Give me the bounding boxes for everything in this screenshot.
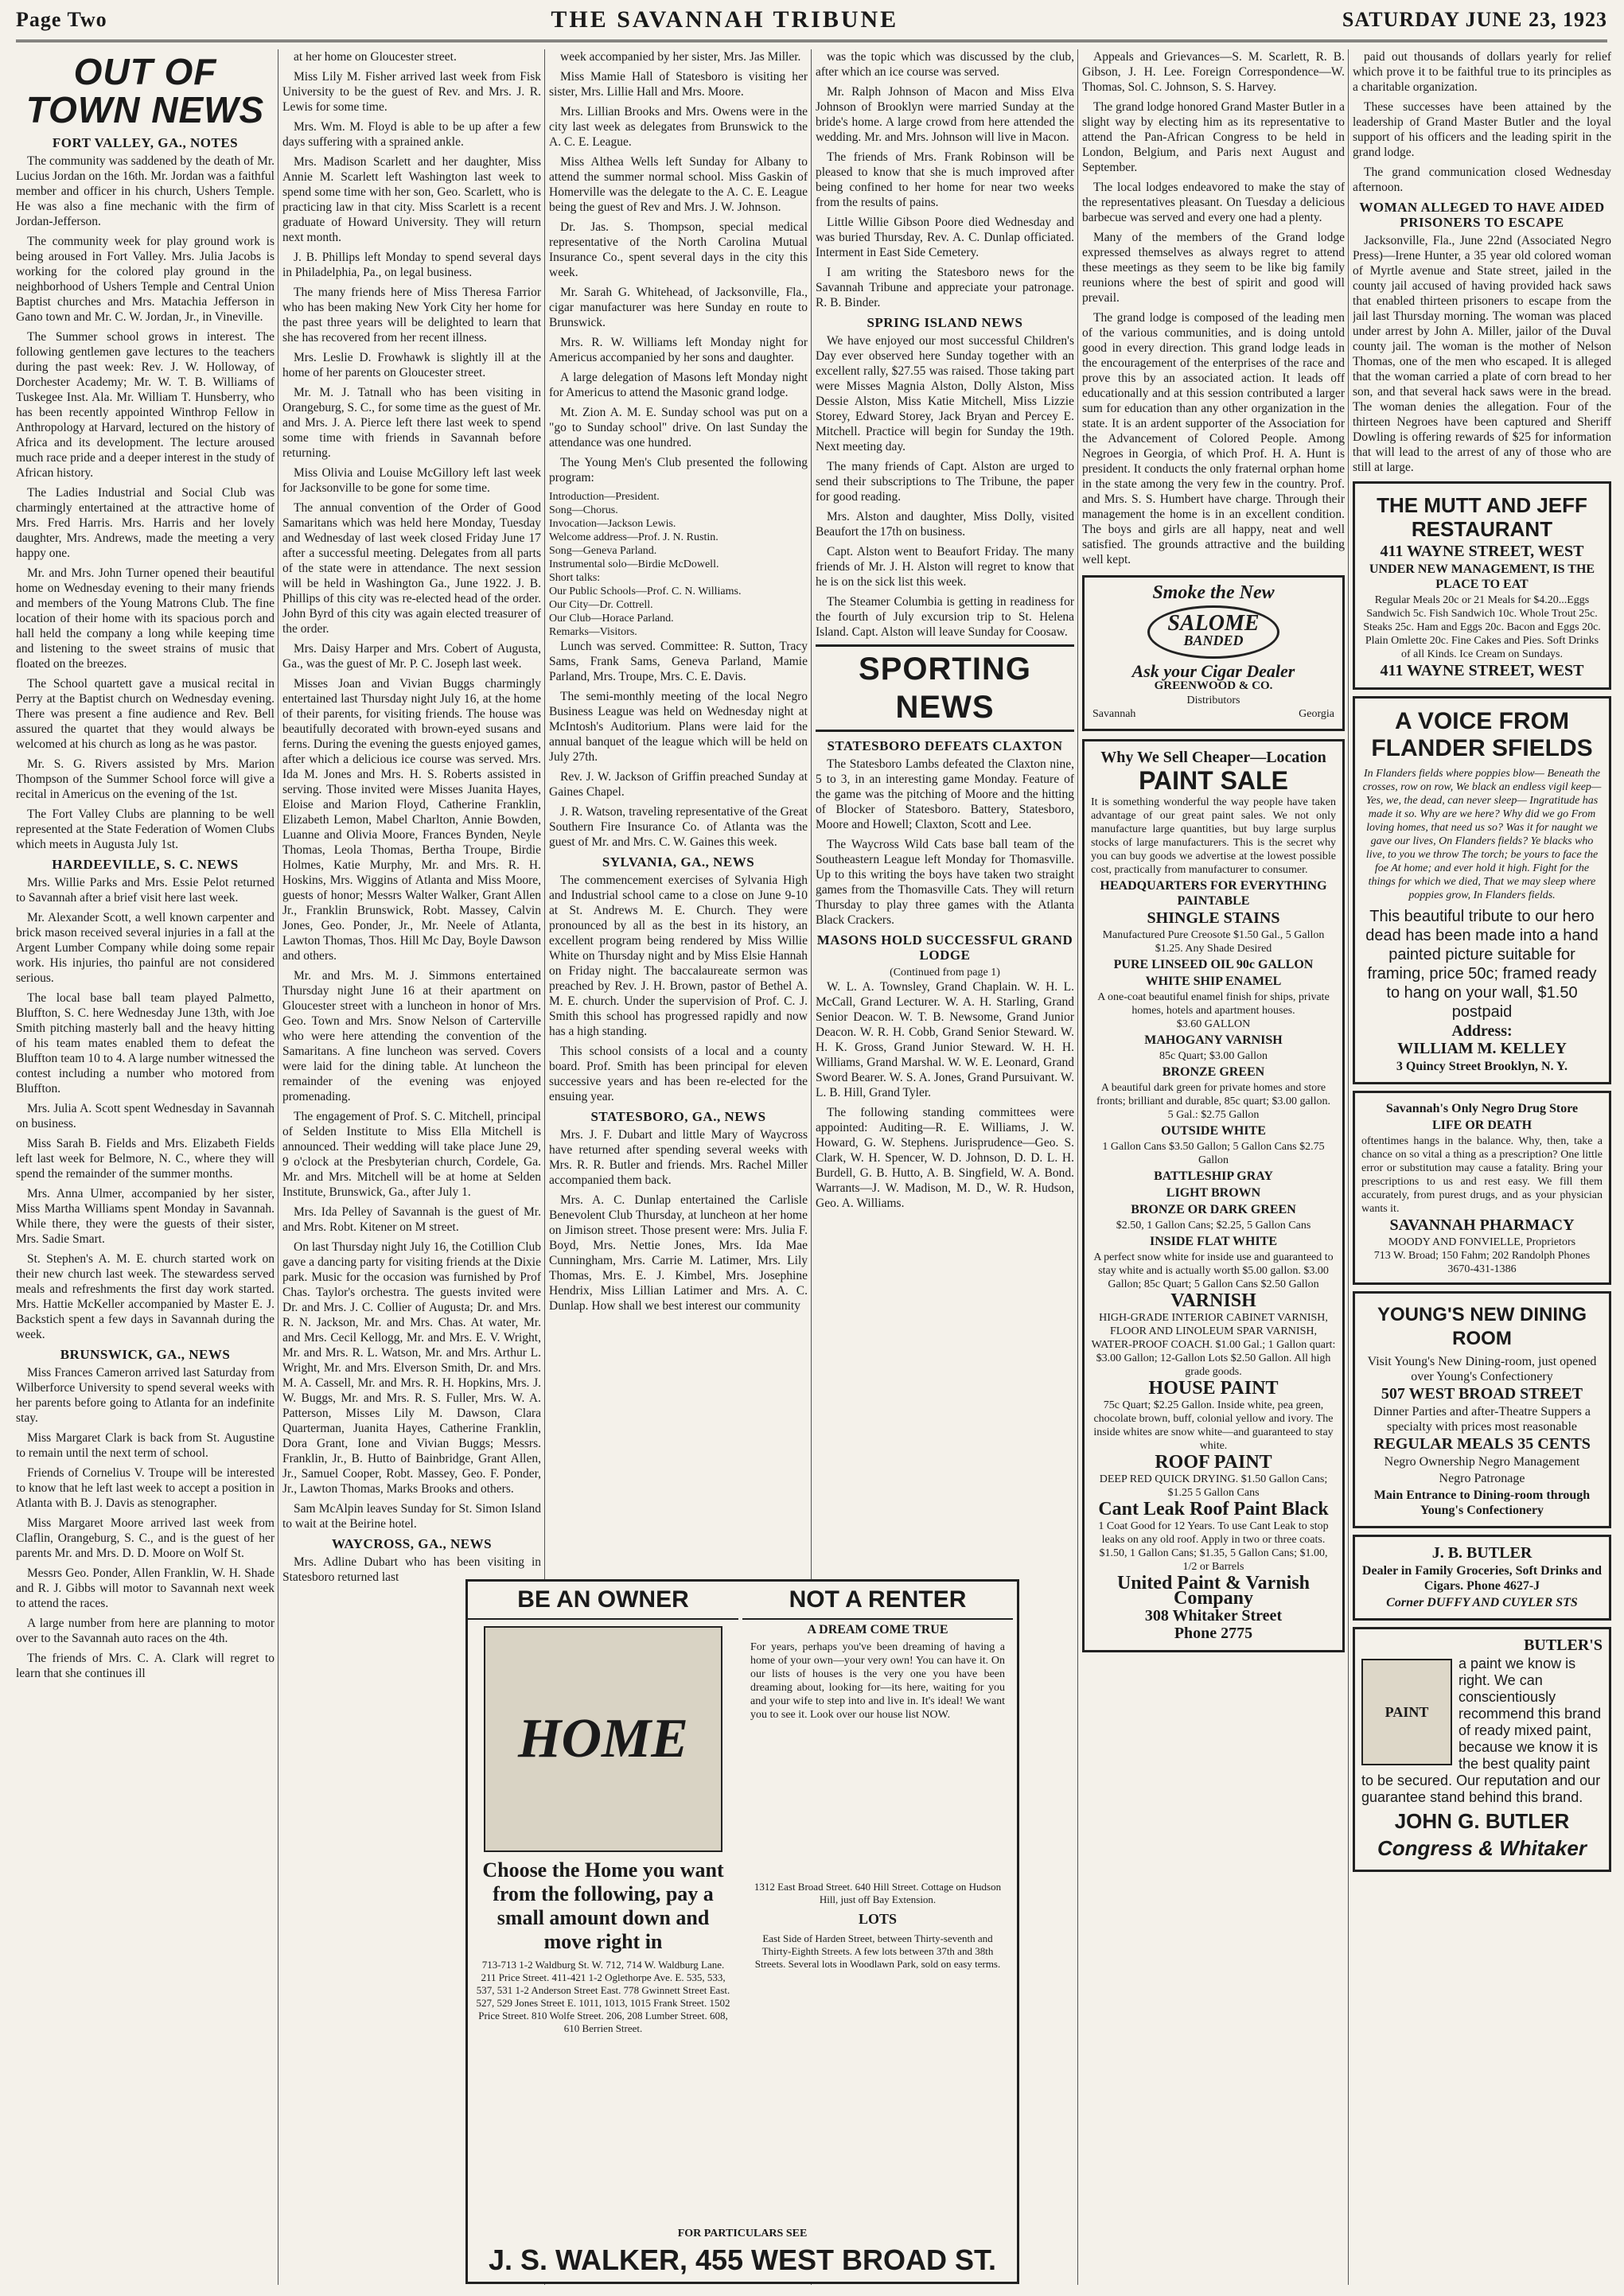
- butlers-body: a paint we know is right. We can conscientiously recommend this brand of ready mixed paint, because we know it is the best quality paint to be secured. Our reputation and our guarantee stand behind this brand.: [1361, 1656, 1602, 1805]
- program-item: Our Public Schools—Prof. C. N. Williams.: [549, 586, 742, 597]
- program-item: Instrumental solo—Birdie McDowell.: [549, 558, 719, 570]
- column-4: [816, 49, 1074, 1573]
- paint-varnish: VARNISH: [1170, 1290, 1256, 1311]
- cigar-brand-band: [1147, 605, 1279, 659]
- program-item: Welcome address—Prof. J. N. Rustin.: [549, 531, 719, 543]
- article-paragraph: The grand lodge is composed of the leading men of the various communities, and is doing untold good in every direction. This grand lodge leads in the encouragement of the enterprises of the race and prove this by an associated action. It leads off educationally and at this session contributed a larger sum for education than any other organization in the state. It is an ardent supporter of the Association for the Advancement of Colored People. Among Negroes in Georgia, of which Prof. H. A. Hunt is president. It conducts the only fraternal orphan home in the state among the very few in the country. Prof. and Mrs. S. S. Humbert have charge. Through their management the home is in an excellent condition. The boys and girls are all happy, neat and well satisfied. The grounds attractive and the building well kept.: [1082, 311, 1345, 566]
- cigar-distributor: GREENWOOD & CO.: [1154, 679, 1273, 692]
- paint-white: WHITE SHIP ENAMEL: [1145, 975, 1282, 988]
- article-paragraph: St. Stephen's A. M. E. church started work on their new church last week. The stewardess served meals and refreshments the first day work started. Mrs. Hattie McKeller accompanied by Master E. J. Backstich spent a few days in Savannah during the week.: [16, 1252, 275, 1341]
- paint-white-price: $3.60 GALLON: [1176, 1018, 1251, 1030]
- home-ad-right: [742, 1582, 1013, 2282]
- paint-mahogany-sub: 85c Quart; $3.00 Gallon: [1159, 1050, 1268, 1062]
- article-paragraph: Mrs. Ida Pelley of Savannah is the guest of Mr. and Mrs. Robt. Kitener on M street.: [282, 1205, 541, 1234]
- cigar-banded: BANDED: [1183, 632, 1244, 648]
- article-paragraph: The grand communication closed Wednesday afternoon.: [1353, 165, 1611, 194]
- article-paragraph: Rev. J. W. Jackson of Griffin preached Sunday at Gaines Chapel.: [549, 770, 808, 799]
- paint-cantleak: Cant Leak Roof Paint Black: [1098, 1499, 1329, 1520]
- paint-lightbrown: LIGHT BROWN: [1166, 1186, 1261, 1200]
- article-paragraph: Mr. Alexander Scott, a well known carpenter and brick mason received several injuries in a fall at the Argent Lumber Company while doing some repair work. His injuries, tho painful are not considered serious.: [16, 911, 275, 985]
- headline-statesboro: STATESBORO, GA., NEWS: [590, 1109, 766, 1124]
- cigar-state: Georgia: [1299, 708, 1334, 720]
- flanders-fields-advertisement: [1353, 696, 1611, 1084]
- butler-name: J. B. BUTLER: [1431, 1544, 1532, 1562]
- article-paragraph: The friends of Mrs. C. A. Clark will regret to learn that she continues ill: [16, 1652, 275, 1680]
- article-paragraph: Mrs. Willie Parks and Mrs. Essie Pelot returned to Savannah after a brief visit here last week.: [16, 876, 275, 905]
- youngs-line-1: Visit Young's New Dining-room, just opened over Young's Confectionery: [1367, 1355, 1597, 1383]
- mutt-under: UNDER NEW MANAGEMENT, IS THE PLACE TO EAT: [1369, 562, 1595, 591]
- paint-inside: INSIDE FLAT WHITE: [1149, 1235, 1278, 1248]
- article-paragraph: Mrs. Daisy Harper and Mrs. Cobert of Augusta, Ga., was the guest of Mr. P. C. Joseph last week.: [282, 642, 541, 671]
- article-paragraph: Mrs. Anna Ulmer, accompanied by her sister, Miss Martha Williams spent Monday in Savannah. While there, they were the guests of their sister, Mrs. Sadie Smart.: [16, 1187, 275, 1246]
- paint-cantleak-sub: 1 Coat Good for 12 Years. To use Cant Leak to stop leaks on any old roof. Apply in two or three coats. $1.50, 1 Gallon Cans; $1.35, 5 Gallon Cans; $1.00, 1/2 or Barrels: [1098, 1520, 1329, 1573]
- paint-body: It is something wonderful the way people have taken advantage of our great paint sales. We not only manufacture large quantities, but buy large surplus stocks of large manufacturers. This is the secret why you can buy goods we advertise at the lowest possible cost, practically from manufacturer to consumer.: [1091, 796, 1336, 876]
- paint-bronze-price: 5 Gal.: $2.75 Gallon: [1167, 1109, 1260, 1121]
- youngs-line-5: Negro Ownership Negro Management: [1384, 1455, 1580, 1469]
- drug-props: MOODY AND FONVIELLE, Proprietors: [1388, 1236, 1576, 1248]
- newspaper-title: THE SAVANNAH TRIBUNE: [551, 6, 899, 33]
- article-paragraph: Miss Margaret Clark is back from St. Augustine to remain until the next term of school.: [16, 1431, 275, 1460]
- page-number: Page Two: [16, 8, 107, 31]
- paint-white-sub: A one-coat beautiful enamel finish for ships, private homes, hotels and apartment houses.: [1097, 991, 1330, 1017]
- article-paragraph: Miss Lily M. Fisher arrived last week from Fisk University to be the guest of Rev. and Mrs. J. R. Lewis for some time.: [282, 70, 541, 114]
- paint-can-illustration: [1361, 1659, 1452, 1765]
- home-ad-dream-body: For years, perhaps you've been dreaming of having a home of your own—your very own! You can have it. On our lists of houses is the very one you have been dreaming about, looking for—its here, waiting for you and your wife to step into and live in. It's ideal! We want you to see it. Look over our house list NOW.: [750, 1641, 1005, 1721]
- article-paragraph: Mr. Sarah G. Whitehead, of Jacksonville, Fla., cigar manufacturer was here Sunday en route to Brunswick.: [549, 286, 808, 329]
- home-ad-address-list-right: 1312 East Broad Street. 640 Hill Street. Cottage on Hudson Hill, just off Bay Extension.: [754, 1881, 1002, 1905]
- article-paragraph: Jacksonville, Fla., June 22nd (Associated Negro Press)—Irene Hunter, a 35 year old colored woman of Myrtle avenue and State street, jailed in the county jail accused of having provided hack saws that enabled thirteen prisoners to escape from the jail last Thursday morning. The woman was placed under arrest by John A. Miller, jailor of the Duval county jail. The woman is the mother of Nelson Thomas, one of the men who escaped. It is alleged that the woman carried a plate of corn bread to her son, and that several hack saws were in the bread. The woman denies the allegation. Four of the thirteen Negroes have been captured and Sheriff Dowling is offering rewards of $25 for information that will lead to the arrest of any of those who are still at large.: [1353, 234, 1611, 474]
- article-paragraph: Sam McAlpin leaves Sunday for St. Simon Island to wait at the Beirine hotel.: [282, 1502, 541, 1531]
- article-paragraph: Miss Sarah B. Fields and Mrs. Elizabeth Fields left last week for Belmore, N. C., where they will spend the remainder of the summer months.: [16, 1137, 275, 1181]
- youngs-line-7: Main Entrance to Dining-room through Young's Confectionery: [1373, 1489, 1591, 1517]
- youngs-line-4: REGULAR MEALS 35 CENTS: [1373, 1435, 1591, 1453]
- article-paragraph: paid out thousands of dollars yearly for relief which prove it to be faithful true to its principles as a charitable organization.: [1353, 50, 1611, 94]
- home-ad-dream: A DREAM COME TRUE: [807, 1623, 948, 1636]
- masthead: [16, 0, 1607, 42]
- home-ad-agent: J. S. WALKER, 455 WEST BROAD ST.: [488, 2243, 997, 2276]
- home-illustration: [484, 1626, 722, 1852]
- mutt-title: THE MUTT AND JEFF RESTAURANT: [1377, 493, 1587, 541]
- article-paragraph: Miss Frances Cameron arrived last Saturday from Wilberforce University to spend several weeks with her parents before going to Atlanta for an indefinite stay.: [16, 1366, 275, 1425]
- article-paragraph: W. L. A. Townsley, Grand Chaplain. W. H. L. McCall, Grand Lecturer. W. A. H. Starling, Grand Senior Deacon. W. T. B. Newsome, Grand Junior Deacon. W. R. H. Cobb, Grand Senior Steward. W. H. K. Gross, Grand Junior Steward. W. H. H. Williams, Grand Marshal. W. W. E. Leonard, Grand Sword Bearer. W. S. A. Jones, Grand Pursuivant. W. L. B. Hill, Grand Tyler.: [816, 980, 1074, 1099]
- paint-outside: OUTSIDE WHITE: [1161, 1124, 1266, 1138]
- paint-varnish-sub: HIGH-GRADE INTERIOR CABINET VARNISH, FLOOR AND LINOLEUM SPAR VARNISH, WATER-PROOF COACH. $1.00 Gal.; 1 Gallon quart: $3.00 Gallon; 12-Gallon Lots $2.50 Gallon. All high grade goods.: [1091, 1312, 1336, 1378]
- article-paragraph: Dr. Jas. S. Thompson, special medical representative of the North Carolina Mutual Insurance Co., spent several days in the city this week.: [549, 220, 808, 279]
- paint-company: United Paint & Varnish Company: [1116, 1573, 1310, 1609]
- issue-date: SATURDAY JUNE 23, 1923: [1342, 8, 1607, 31]
- article-paragraph: Miss Mamie Hall of Statesboro is visiting her sister, Mrs. Lillie Hall and Mrs. Moore.: [549, 70, 808, 99]
- drug-name: SAVANNAH PHARMACY: [1389, 1216, 1575, 1234]
- home-ad-particulars: FOR PARTICULARS SEE: [677, 2228, 808, 2240]
- article-paragraph: Mrs. A. C. Dunlap entertained the Carlisle Benevolent Club Thursday, at luncheon at her home on Jimison street. Those present were: Mrs. Julia F. Boyd, Mrs. Nettie Jones, Mrs. Ida Mae Cunningham, Mrs. Carrie M. Latimer, Mrs. Lily Thomas, Mrs. E. J. Kimbel, Mrs. Josephine Hendrix, Miss Lillian Latimer and Mrs. A. C. Dunlap. How shall we best interest our community: [549, 1193, 808, 1313]
- paint-bronze: BRONZE GREEN: [1162, 1065, 1265, 1079]
- continued-note: (Continued from page 1): [890, 967, 1000, 979]
- paint-can-label: PAINT: [1384, 1703, 1429, 1720]
- article-paragraph: Mrs. Leslie D. Frowhawk is slightly ill at the home of her parents on Gloucester street.: [282, 351, 541, 379]
- article-paragraph: The many friends here of Miss Theresa Farrior who has been making New York City her home for the past three years will be delighted to learn that she has recovered from her recent illness.: [282, 286, 541, 344]
- program-list: [549, 490, 808, 639]
- article-paragraph: On last Thursday night July 16, the Cotillion Club gave a dancing party for visiting friends at the Dixie park. Music for the occasion was furnished by Prof Chas. Taylor's orchestra. The guests invited were Dr. and Mrs. J. C. Collier of Augusta; Dr. and Mrs. R. N. Jackson, Mr. and Mrs. Chas. At water, Mr. and Mrs. Cecil Kellogg, Mr. and Mrs. E. V. Wright, Mr. and Mrs. R. L. Watson, Mr. and Mrs. Arthur L. Wright, Mr. and Mrs. Elverson Smith, Dr. and Mrs. M. A. Cassell, Mr. and Mrs. R. H. Hopkins, Mrs. J. W. Buggs, Mr. and Mrs. R. S. Fuller, Mrs. W. A. Patterson, Misses Lily M. Dawson, Clara Quarterman, Juanita Hayes, Catherine Franklin, Dora Grant, Ione and Vivian Buggs; Messrs. Franklin, Jr., B. Hutto of Bainbridge, Grant Allen, Jr., Samuel Cooper, Robt. Massey, Geo. F. Ponder, Jr., Lawton Thomas, Marks Brooks and others.: [282, 1240, 541, 1496]
- butler-line-2: Corner DUFFY AND CUYLER STS: [1386, 1596, 1578, 1609]
- article-paragraph: A large delegation of Masons left Monday night for Americus to attend the Masonic grand lodge.: [549, 371, 808, 399]
- column-6: [1353, 49, 1611, 2285]
- cigar-brand: SALOME: [1167, 611, 1260, 636]
- article-paragraph: The community week for play ground work is being aroused in Fort Valley. Mrs. Julia Jacobs is working for the colored play ground in the neighborhood of Ushers Temple and Central Union Baptist churches and Mrs. Matachia Jefferson in Gano town and Mr. C. W. Jordan, Jr., in Vineville.: [16, 235, 275, 324]
- article-paragraph: The engagement of Prof. S. C. Mitchell, principal of Selden Institute to Miss Ella Mitchell is announced. Their wedding will take place June 29, 9 o'clock at the Presbyterian church, Cordele, Ga. Mr. and Mrs. Mitchell will be at home at Selden Institute, Brunswick, Ga., after July 1.: [282, 1110, 541, 1199]
- article-paragraph: The many friends of Capt. Alston are urged to send their subscriptions to The Tribune, the paper for good reading.: [816, 460, 1074, 504]
- paint-battleship: BATTLESHIP GRAY: [1154, 1169, 1273, 1183]
- paint-outside-sub: 1 Gallon Cans $3.50 Gallon; 5 Gallon Cans $2.75 Gallon: [1102, 1141, 1325, 1166]
- article-paragraph: This school consists of a local and a county board. Prof. Smith has been principal for eleven successive years and has been re-elected for the ensuing year.: [549, 1045, 808, 1103]
- paint-inside-sub: A perfect snow white for inside use and guaranteed to stay white and is actually worth $5.00 gallon. $3.00 Gallon; 85c Quart; 5 Gallon Cans $2.50 Gallon: [1093, 1251, 1334, 1290]
- article-paragraph: Lunch was served. Committee: R. Sutton, Tracy Sams, Frank Sams, Geneva Parland, Mamie Parland, Mrs. Troupe, Mrs. C. E. Davis.: [549, 640, 808, 683]
- article-paragraph: Appeals and Grievances—S. M. Scarlett, R. B. Gibson, J. H. Lee. Foreign Correspondence—W. Thomas, Sol. C. Johnson, S. S. Harvey.: [1082, 50, 1345, 94]
- home-ad-headline-left: BE AN OWNER: [468, 1582, 738, 1620]
- youngs-line-2: 507 WEST BROAD STREET: [1381, 1385, 1583, 1403]
- article-paragraph: The commencement exercises of Sylvania High and Industrial school came to a close on June 9-10 at St. Andrews M. E. Church. They were pronounced by all as the best in its history, an excellent program being rendered by Miss Willie White on Thursday night and by Miss Elsie Hannah on Friday night. The baccalaureate sermon was preached by Rev. J. H. Brown, pastor of Bethel A. M. E. church. Under the supervision of Prof. C. J. Smith this school has progressed rapidly and now has a high standing.: [549, 874, 808, 1038]
- article-paragraph: Miss Olivia and Louise McGillory left last week for Jacksonville to be gone for some time.: [282, 466, 541, 495]
- cigar-location: [1092, 707, 1334, 721]
- drug-addr: 713 W. Broad; 150 Fahm; 202 Randolph Phones 3670-431-1386: [1373, 1250, 1591, 1275]
- column-rule: [1077, 49, 1078, 2285]
- cigar-smoke: Smoke the New: [1152, 582, 1275, 603]
- article-paragraph: The School quartett gave a musical recital in Perry at the Baptist church on Wednesday evening. There was present a fine audience and Rev. Bell assured the quartet that they would always be welcomed at his church as long as he was pastor.: [16, 677, 275, 751]
- home-ad-lots-body: East Side of Harden Street, between Thirty-seventh and Thirty-Eighth Streets. A few lots between 37th and 38th Streets. Several lots in Woodlawn Park, sold on easy terms.: [754, 1932, 1001, 1970]
- jb-butler-advertisement: [1353, 1535, 1611, 1621]
- article-paragraph: The following standing committees were appointed: Auditing—R. E. Williams, J. W. Howard, G. W. Stephens. Jurisprudence—Geo. S. Clark, W. H. Spencer, W. D. Johnson, D. D. L. H. Burdell, G. B. Hutto, A. B. Singfield, W. A. Bond. Warrants—J. W. Madison, M. D., W. R. Hudson, Geo. A. Williams.: [816, 1106, 1074, 1210]
- article-paragraph: Mr. Ralph Johnson of Macon and Miss Elva Johnson of Brooklyn were married Sunday at the bride's home. A large crowd from here attended the wedding. Mr. and Mrs. Johnson will live in Macon.: [816, 85, 1074, 144]
- paint-bronze-sub: A beautiful dark green for private homes and store fronts; brilliant and durable, 85c quart; $3.00 gallon.: [1096, 1082, 1330, 1107]
- butler-line-1: Dealer in Family Groceries, Soft Drinks and Cigars. Phone 4627-J: [1361, 1564, 1603, 1593]
- article-paragraph: The community was saddened by the death of Mr. Lucius Jordan on the 16th. Mr. Jordan was a faithful member and officer in his church, Ushers Temple. He was also a fine mechanic with the firm of Jordan-Jefferson.: [16, 154, 275, 228]
- article-paragraph: The Steamer Columbia is getting in readiness for the fourth of July excursion trip to St. Helena Island. Capt. Alston will leave Sunday for Coosaw.: [816, 595, 1074, 639]
- article-paragraph: Mrs. J. F. Dubart and little Mary of Waycross have returned after spending several weeks with Mrs. R. R. Butler and friends. Mrs. Rachel Miller accompanied them back.: [549, 1128, 808, 1187]
- savannah-pharmacy-advertisement: [1353, 1091, 1611, 1285]
- headline-waycross: WAYCROSS, GA., NEWS: [331, 1536, 493, 1551]
- article-paragraph: at her home on Gloucester street.: [294, 50, 457, 64]
- home-illustration-text: HOME: [518, 1708, 688, 1769]
- mutt-menu: Regular Meals 20c or 21 Meals for $4.20...Eggs Sandwich 5c. Fish Sandwich 10c. Whole Trout 25c. Steaks 25c. Ham and Eggs 20c. Bacon and Eggs 20c. Plain Omlette 20c. Fine Cakes and Pies. Soft Drinks of all Kinds. Ice Cream on Sundays.: [1363, 594, 1601, 660]
- article-paragraph: Miss Althea Wells left Sunday for Albany to attend the summer normal school. Miss Gaskin of Homerville was the delegate to the A. C. E. League being the guest of Rev and Mrs. J. W. Johnson.: [549, 155, 808, 214]
- paint-shingle-sub: Manufactured Pure Creosote $1.50 Gal., 5 Gallon $1.25. Any Shade Desired: [1102, 929, 1325, 955]
- voice-street: 3 Quincy Street Brooklyn, N. Y.: [1396, 1060, 1568, 1073]
- article-paragraph: Many of the members of the Grand lodge expressed themselves as always regret to attend these meetings as they seem to be like big family reunions where the best of spirit and good will prevail.: [1082, 231, 1345, 305]
- voice-address-label: Address:: [1451, 1022, 1513, 1040]
- article-paragraph: Mrs. Julia A. Scott spent Wednesday in Savannah on business.: [16, 1102, 275, 1130]
- butlers-head: BUTLER'S: [1524, 1636, 1603, 1654]
- headline-brunswick: BRUNSWICK, GA., NEWS: [60, 1347, 231, 1362]
- cigar-distributors-label: Distributors: [1186, 695, 1240, 706]
- cigar-ask: Ask your Cigar Dealer: [1131, 661, 1295, 681]
- home-ad-address-list: 713-713 1-2 Waldburg St. W. 712, 714 W. Waldburg Lane. 211 Price Street. 411-421 1-2 Oglethorpe Ave. E. 535, 533, 537, 531 1-2 Anderson Street East. 778 Gwinnett Street East. 527, 529 Jones Street E. 1011, 1013, 1015 Frank Street. 1502 Price Street. 810 Wolfe Street. 206, 208 Lumber Street. 608, 610 Berrien Street.: [476, 1959, 730, 2034]
- article-paragraph: A large number from here are planning to motor over to the Savannah auto races on the 4th.: [16, 1617, 275, 1645]
- column-1: [16, 49, 275, 2285]
- drug-life: LIFE OR DEATH: [1431, 1119, 1532, 1132]
- voice-name: WILLIAM M. KELLEY: [1397, 1040, 1567, 1057]
- paint-sale-advertisement: [1082, 739, 1345, 1652]
- article-paragraph: The Ladies Industrial and Social Club was charmingly entertained at the attractive home of Mrs. Fred Harris. Mrs. Harris and her lovely daughter, Mrs. Andrews, made the meeting a very happy one.: [16, 486, 275, 560]
- article-paragraph: The friends of Mrs. Frank Robinson will be pleased to know that she is much improved after being confined to her home for near two weeks from the results of pains.: [816, 150, 1074, 209]
- paint-hq: HEADQUARTERS FOR EVERYTHING PAINTABLE: [1100, 879, 1327, 908]
- program-item: Remarks—Visitors.: [549, 626, 637, 638]
- paint-house: HOUSE PAINT: [1148, 1378, 1279, 1399]
- article-paragraph: was the topic which was discussed by the club, after which an ice course was served.: [816, 50, 1074, 79]
- paint-title: PAINT SALE: [1139, 766, 1288, 795]
- article-paragraph: The Fort Valley Clubs are planning to be well represented at the State Federation of Women Clubs which meets in Augusta July 1st.: [16, 807, 275, 851]
- home-owner-advertisement: [465, 1579, 1019, 2284]
- paint-roof: ROOF PAINT: [1155, 1452, 1272, 1473]
- home-ad-left: [468, 1582, 738, 2282]
- headline-spring-island: SPRING ISLAND NEWS: [867, 315, 1023, 330]
- paint-bronze-dark: BRONZE OR DARK GREEN: [1131, 1203, 1296, 1216]
- column-3: [549, 49, 808, 1573]
- program-item: Introduction—President.: [549, 491, 660, 503]
- article-paragraph: Mrs. R. W. Williams left Monday night for Americus accompanied by her sons and daughter.: [549, 336, 808, 364]
- program-item: Invocation—Jackson Lewis.: [549, 518, 676, 530]
- butlers-signature: JOHN G. BUTLER: [1394, 1809, 1570, 1833]
- article-paragraph: The local lodges endeavored to make the stay of the representatives pleasant. On Tuesday a delicious barbecue was served and every one had a plenty.: [1082, 181, 1345, 224]
- home-ad-headline-right: NOT A RENTER: [742, 1582, 1013, 1620]
- paint-phone: Phone 2775: [1174, 1625, 1253, 1642]
- column-5: [1082, 49, 1345, 2285]
- youngs-line-6: Negro Patronage: [1439, 1472, 1525, 1485]
- flanders-poem: In Flanders fields where poppies blow— Beneath the crosses, row on row, We black an endless vigil keep— Yes, we, the dead, can never sleep— Ingratitude has made it so. Why are we here? Why did we go From loving homes, that need us so? Was it for naught we gave our lives, On Flanders fields? Ye blacks who live, to you we throw The torch; be yours to face the foe At home; and ever hold it high. Fight for the things for which we died, That we may sleep where poppies grow, In Flanders fields.: [1362, 768, 1602, 901]
- article-paragraph: Mrs. Wm. M. Floyd is able to be up after a few days suffering with a sprained ankle.: [282, 120, 541, 149]
- mutt-address-2: 411 WAYNE STREET, WEST: [1380, 662, 1584, 679]
- headline-statesboro-defeats-claxton: STATESBORO DEFEATS CLAXTON: [827, 738, 1063, 753]
- article-paragraph: The Young Men's Club presented the following program:: [549, 456, 808, 484]
- headline-woman-alleged: WOMAN ALLEGED TO HAVE AIDED PRISONERS TO ESCAPE: [1359, 200, 1605, 230]
- drug-body: oftentimes hangs in the balance. Why, then, take a chance on so vital a thing as a prescription? One little error or substitution may cause a fatality. Bring your prescriptions to us and rest easy. We fill them accurately, from purest drugs, and as your physician wants it.: [1361, 1135, 1603, 1215]
- drug-head: Savannah's Only Negro Drug Store: [1385, 1102, 1579, 1115]
- voice-body: This beautiful tribute to our hero dead has been made into a hand painted picture suitable for framing, price 50c; framed ready to hang on your wall, $1.50 postpaid: [1365, 908, 1599, 1021]
- paint-bronze-dark-sub: $2.50, 1 Gallon Cans; $2.25, 5 Gallon Cans: [1116, 1220, 1311, 1232]
- article-paragraph: Mr. and Mrs. M. J. Simmons entertained Thursday night June 16 at their apartment on Gloucester street with a luncheon in honor of Mrs. Geo. Town and Mrs. Snow Nelson of Carterville who were here attending the convention of the Samaritans. A fine luncheon was served. Covers were laid for the dining table. At luncheon the remainder of the evening was enjoyed promenading.: [282, 969, 541, 1103]
- program-item: Short talks:: [549, 572, 601, 584]
- article-paragraph: Mrs. Alston and daughter, Miss Dolly, visited Beaufort the 17th on business.: [816, 510, 1074, 539]
- home-ad-lots-heading: LOTS: [858, 1911, 898, 1927]
- salome-cigar-advertisement: [1082, 575, 1345, 731]
- article-paragraph: The annual convention of the Order of Good Samaritans which was held here Monday, Tuesday and Wednesday of last week closed Friday June 17 after a successful meeting. Delegates from all parts of the state were in attendance. The next session will be held in Washington Ga., June 1922. J. B. Phillips of this city was re-elected head of the order. John Byrd of this city was again elected treasurer of the order.: [282, 501, 541, 636]
- program-item: Song—Geneva Parland.: [549, 545, 657, 557]
- program-item: Our Club—Horace Parland.: [549, 613, 674, 625]
- paint-house-sub: 75c Quart; $2.25 Gallon. Inside white, pea green, chocolate brown, buff, colonial yellow and ivory. The inside whites are snow white—and guaranteed to stay white.: [1093, 1399, 1334, 1452]
- article-paragraph: The Waycross Wild Cats base ball team of the Southeastern League left Monday for Thomasville. Up to this writing the boys have taken two straight games from the Thomasville Cats. They will return Thursday to play three games with the Atlanta Black Crackers.: [816, 838, 1074, 927]
- article-paragraph: Misses Joan and Vivian Buggs charmingly entertained last Thursday night July 16, at the home of their parents, for visiting friends. The house was beautifully decorated with brown-eyed susans and ferns. During the evening the guests enjoyed games, after which a delicious ice course was served. Mrs. Ida M. Jones and Mrs. H. S. Roberts assisted in serving. Those invited were Misses Juanita Hayes, Eloise and Marion Floyd, Catherine Franklin, Elizabeth Lemon, Mabel Charlton, Annie Bowden, Luanne and Olivia Moore, Frances Bynden, Neyle Thomas, Leola Thomas, Bertha Troupe, Birdie Holmes, Katie Murphy, Mr. and Mrs. R. H. Hoskins, Mrs. Wiggins of Atlanta and Miss Moore, guests of honor; Messrs Walter Walker, Grant Allen Jr., Franklin Brunswick, Robt. Massey, Calvin Jones, Geo. Ponder, Jr., Mr. Neele of Atlanta, Lawton Thomas, Thos. Hill Mc Day, Boyle Dawson and others.: [282, 677, 541, 963]
- article-paragraph: The local base ball team played Palmetto, Bluffton, S. C. here Wednesday June 13th, with Joe Smith pitching masterly ball and the heavy hitting of his team mates enabled them to defeat the Bluffton team 10 to 4. A large number witnessed the contest including a number who motored from Bluffton.: [16, 991, 275, 1095]
- paint-why: Why We Sell Cheaper—Location: [1100, 749, 1326, 766]
- article-paragraph: Mt. Zion A. M. E. Sunday school was put on a "go to Sunday school" drive. On last Sunday the attendance was one hundred.: [549, 406, 808, 449]
- butlers-signature-2: Congress & Whitaker: [1377, 1836, 1587, 1860]
- butlers-paint-advertisement: [1353, 1627, 1611, 1872]
- article-paragraph: The semi-monthly meeting of the local Negro Business League was held on Wednesday night at McIntosh's Auditorium. Plans were laid for the annual banquet of the league which will be held on July 27th.: [549, 690, 808, 764]
- youngs-title: YOUNG'S NEW DINING ROOM: [1377, 1304, 1587, 1349]
- youngs-line-3: Dinner Parties and after-Theatre Suppers a specialty with prices most reasonable: [1373, 1405, 1591, 1434]
- article-paragraph: The grand lodge honored Grand Master Butler in a slight way by electing him as its representative to attend the Pan-African Congress to be held in London, Belgium, and Paris next August and September.: [1082, 100, 1345, 174]
- article-paragraph: The Summer school grows in interest. The following gentlemen gave lectures to the teachers during the past week: Rev. J. W. Holloway, of Dorchester Academy; Mr. W. T. B. Williams of Tuskegee Inst. Ala. Mr. William T. Hunsberry, who has been recently appointed Winthrop Fellow in Anthropology at Harvard, lectured on the history of Africa and its development. The lecture aroused much race pride and a deeper interest in the study of African history.: [16, 330, 275, 480]
- program-item: Our City—Dr. Cottrell.: [549, 599, 653, 611]
- headline-fort-valley: FORT VALLEY, GA., NOTES: [52, 135, 239, 150]
- article-paragraph: We have enjoyed our most successful Children's Day ever observed here Sunday together with an excellent rally, $27.55 was raised. Those taking part were Misses Magnia Alston, Dolly Alston, Miss Dessie Alston, Miss Katie Mitchell, Miss Lizzie Storey, Edward Storey, Jack Bryan and Percey E. Mitchell. Practice will begin for Sunday the 19th. Next meeting day.: [816, 334, 1074, 453]
- youngs-dining-room-advertisement: [1353, 1291, 1611, 1528]
- headline-masons-grand-lodge: MASONS HOLD SUCCESSFUL GRAND LODGE: [816, 932, 1073, 963]
- article-paragraph: Mr. S. G. Rivers assisted by Mrs. Marion Thompson of the Summer School force will give a recital in Americus on the evening of the 1st.: [16, 757, 275, 801]
- article-paragraph: I am writing the Statesboro news for the Savannah Tribune and appreciate your patronage. R. B. Binder.: [816, 266, 1074, 309]
- article-paragraph: Mr. M. J. Tatnall who has been visiting in Orangeburg, S. C., for some time as the guest of Mr. and Mrs. J. A. Pierce left there last week to spend some time with friends in Savannah before returning.: [282, 386, 541, 460]
- article-paragraph: The Statesboro Lambs defeated the Claxton nine, 5 to 3, in an interesting game Monday. Feature of the game was the pitching of Moore and the hitting of Blocker of Statesboro. Battery, Statesboro, Moore and Howell; Claxton, Scott and Lee.: [816, 757, 1074, 831]
- headline-hardeeville: HARDEEVILLE, S. C. NEWS: [52, 857, 239, 872]
- article-paragraph: Mr. and Mrs. John Turner opened their beautiful home on Wednesday evening to their many friends and members of the Young Matrons Club. The fine location of their home with its spacious porch and hall held the company a long while keeping time and listening to the sweet strains of music that floated on the breezes.: [16, 566, 275, 671]
- article-paragraph: Miss Margaret Moore arrived last week from Claflin, Orangeburg, S. C., and is the guest of her parents Mr. and Mrs. D. D. Moore on Wolf St.: [16, 1516, 275, 1560]
- article-paragraph: Mrs. Lillian Brooks and Mrs. Owens were in the city last week as delegates from Brunswick to the A. C. E. League.: [549, 105, 808, 149]
- article-paragraph: week accompanied by her sister, Mrs. Jas Miller.: [560, 50, 801, 64]
- voice-title: A VOICE FROM FLANDER SFIELDS: [1371, 708, 1593, 761]
- section-title-sporting-news: SPORTING NEWS: [816, 644, 1074, 732]
- paint-roof-sub: DEEP RED QUICK DRYING. $1.50 Gallon Cans; $1.25 5 Gallon Cans: [1099, 1473, 1328, 1499]
- article-paragraph: These successes have been attained by the leadership of Grand Master Butler and the loyal support of his officers and the leading spirit in the grand lodge.: [1353, 100, 1611, 159]
- program-item: Song—Chorus.: [549, 504, 618, 516]
- article-paragraph: Messrs Geo. Ponder, Allen Franklin, W. H. Shade and R. J. Gibbs will motor to Savannah next week to attend the races.: [16, 1566, 275, 1610]
- article-paragraph: Friends of Cornelius V. Troupe will be interested to know that he left last week to accept a position in Atlanta with B. J. Davis as stenographer.: [16, 1466, 275, 1510]
- article-paragraph: J. R. Watson, traveling representative of the Great Southern Fire Insurance Co. of Atlanta was the guest of Mr. and Mrs. C. W. Gaines this week.: [549, 805, 808, 849]
- paint-oil: PURE LINSEED OIL 90c GALLON: [1113, 958, 1314, 971]
- column-rule: [1348, 49, 1349, 2285]
- headline-sylvania: SYLVANIA, GA., NEWS: [602, 854, 755, 870]
- paint-shingle: SHINGLE STAINS: [1147, 909, 1280, 927]
- paint-address: 308 Whitaker Street: [1144, 1607, 1283, 1625]
- mutt-address: 411 WAYNE STREET, WEST: [1380, 543, 1584, 560]
- section-title-out-of-town-news: OUT OF TOWN NEWS: [25, 51, 265, 130]
- article-paragraph: Mrs. Adline Dubart who has been visiting in Statesboro returned last: [282, 1555, 541, 1584]
- article-paragraph: J. B. Phillips left Monday to spend several days in Philadelphia, Pa., on legal business.: [282, 251, 541, 279]
- article-paragraph: Capt. Alston went to Beaufort Friday. The many friends of Mr. J. H. Alston will regret to know that he is on the sick list this week.: [816, 545, 1074, 589]
- cigar-city: Savannah: [1092, 708, 1136, 720]
- paint-mahogany: MAHOGANY VARNISH: [1144, 1033, 1283, 1047]
- article-paragraph: Mrs. Madison Scarlett and her daughter, Miss Annie M. Scarlett left Washington last week to spend some time with her son, Geo. Scarlett, who is practicing law in that city. Miss Scarlett is a recent graduate of Howard University. They will return next month.: [282, 155, 541, 244]
- home-ad-caption: Choose the Home you want from the following, pay a small amount down and move right in: [482, 1858, 724, 1953]
- article-paragraph: Little Willie Gibson Poore died Wednesday and was buried Thursday, Rev. A. C. Dunlap officiated. Interment in East Side Cemetery.: [816, 216, 1074, 259]
- mutt-and-jeff-advertisement: [1353, 481, 1611, 690]
